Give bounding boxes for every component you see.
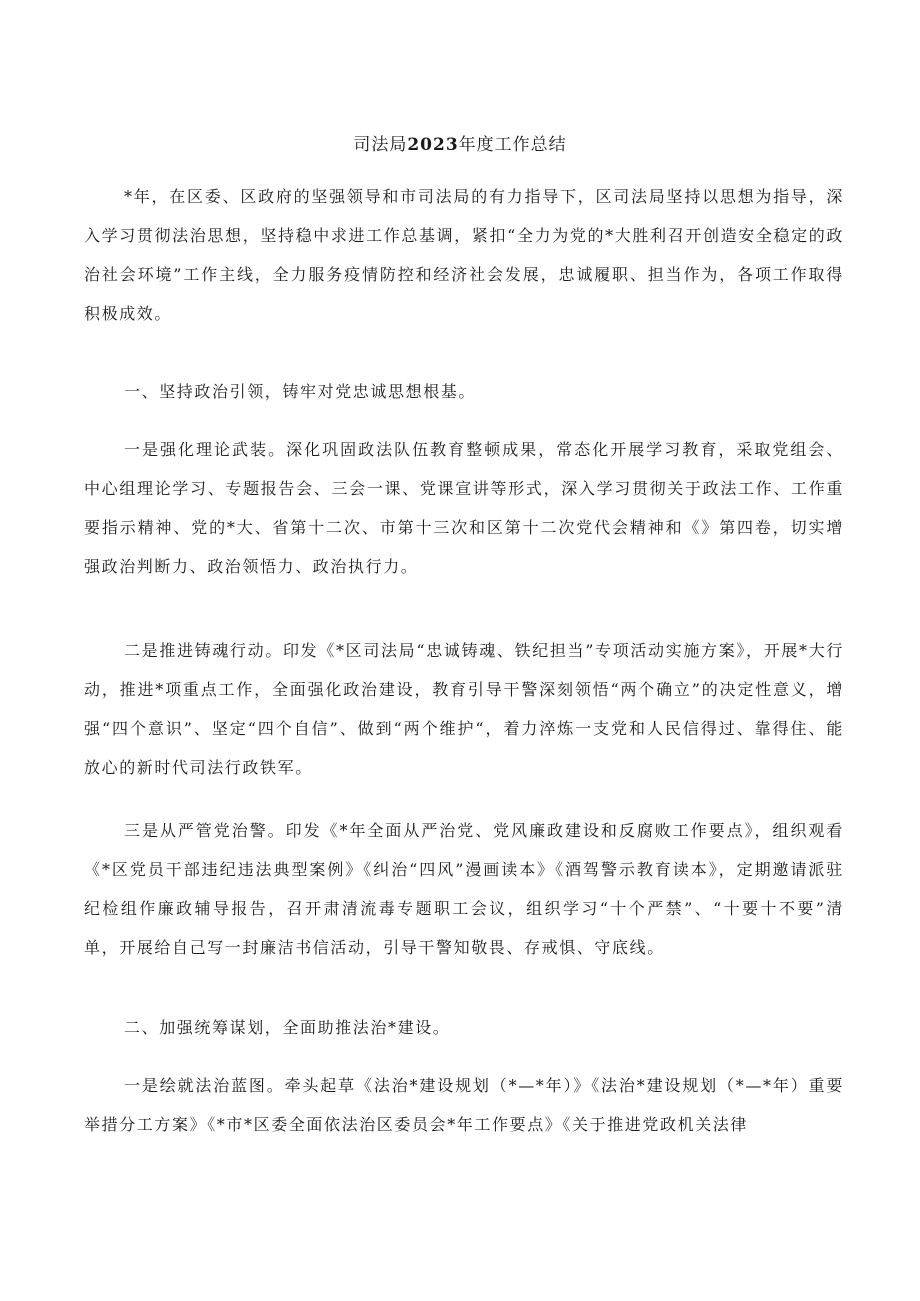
intro-paragraph: *年，在区委、区政府的坚强领导和市司法局的有力指导下，区司法局坚持以思想为指导，深入学习贯彻法治思想，坚持稳中求进工作总基调，紧扣“全力为党的*大胜利召开创造安全稳定的政治社会环境”工作主线，全力服务疫情防控和经济社会发展，忠诚履职、担当作为，各项工作取得积极成效。 (84, 187, 844, 323)
section-1-item-2: 二是推进铸魂行动。印发《*区司法局“忠诚铸魂、铁纪担当”专项活动实施方案》，开展*大行动，推进*项重点工作，全面强化政治建设，教育引导干警深刻领悟“两个确立”的决定性意义，增强“四个意识”、坚定“四个自信”、做到“两个维护“，着力淬炼一支党和人民信得过、靠得住、能放心的新时代司法行政铁军。 (84, 641, 844, 777)
title-suffix: 年度工作总结 (458, 135, 567, 155)
section-1-item-3: 三是从严管党治警。印发《*年全面从严治党、党风廉政建设和反腐败工作要点》，组织观看《*区党员干部违纪违法典型案例》《纠治“四风”漫画读本》《酒驾警示教育读本》，定期邀请派驻纪检组作廉政辅导报告，召开肃清流毒专题职工会议，组织学习“十个严禁”、“十要十不要”清单，开展给自己写一封廉洁书信活动，引导干警知敬畏、存戒惧、守底线。 (84, 821, 844, 957)
document-title (0, 130, 920, 155)
title-prefix: 司法局 (353, 135, 408, 155)
section-heading-1: 一、坚持政治引领，铸牢对党忠诚思想根基。 (124, 382, 477, 401)
section-1-item-1: 一是强化理论武装。深化巩固政法队伍教育整顿成果，常态化开展学习教育，采取党组会、中心组理论学习、专题报告会、三会一课、党课宣讲等形式，深入学习贯彻关于政法工作、工作重要指示精神、党的*大、省第十二次、市第十三次和区第十二次党代会精神和《》第四卷，切实增强政治判断力、政治领悟力、政治执行力。 (84, 440, 844, 576)
title-year: 2023 (407, 135, 459, 155)
section-2-item-1: 一是绘就法治蓝图。牵头起草《法治*建设规划（*—*年）》《法治*建设规划（*—*年）重要举措分工方案》《*市*区委全面依法治区委员会*年工作要点》《关于推进党政机关法律 (84, 1076, 844, 1134)
section-heading-2: 二、加强统筹谋划，全面助推法治*建设。 (124, 1018, 451, 1037)
